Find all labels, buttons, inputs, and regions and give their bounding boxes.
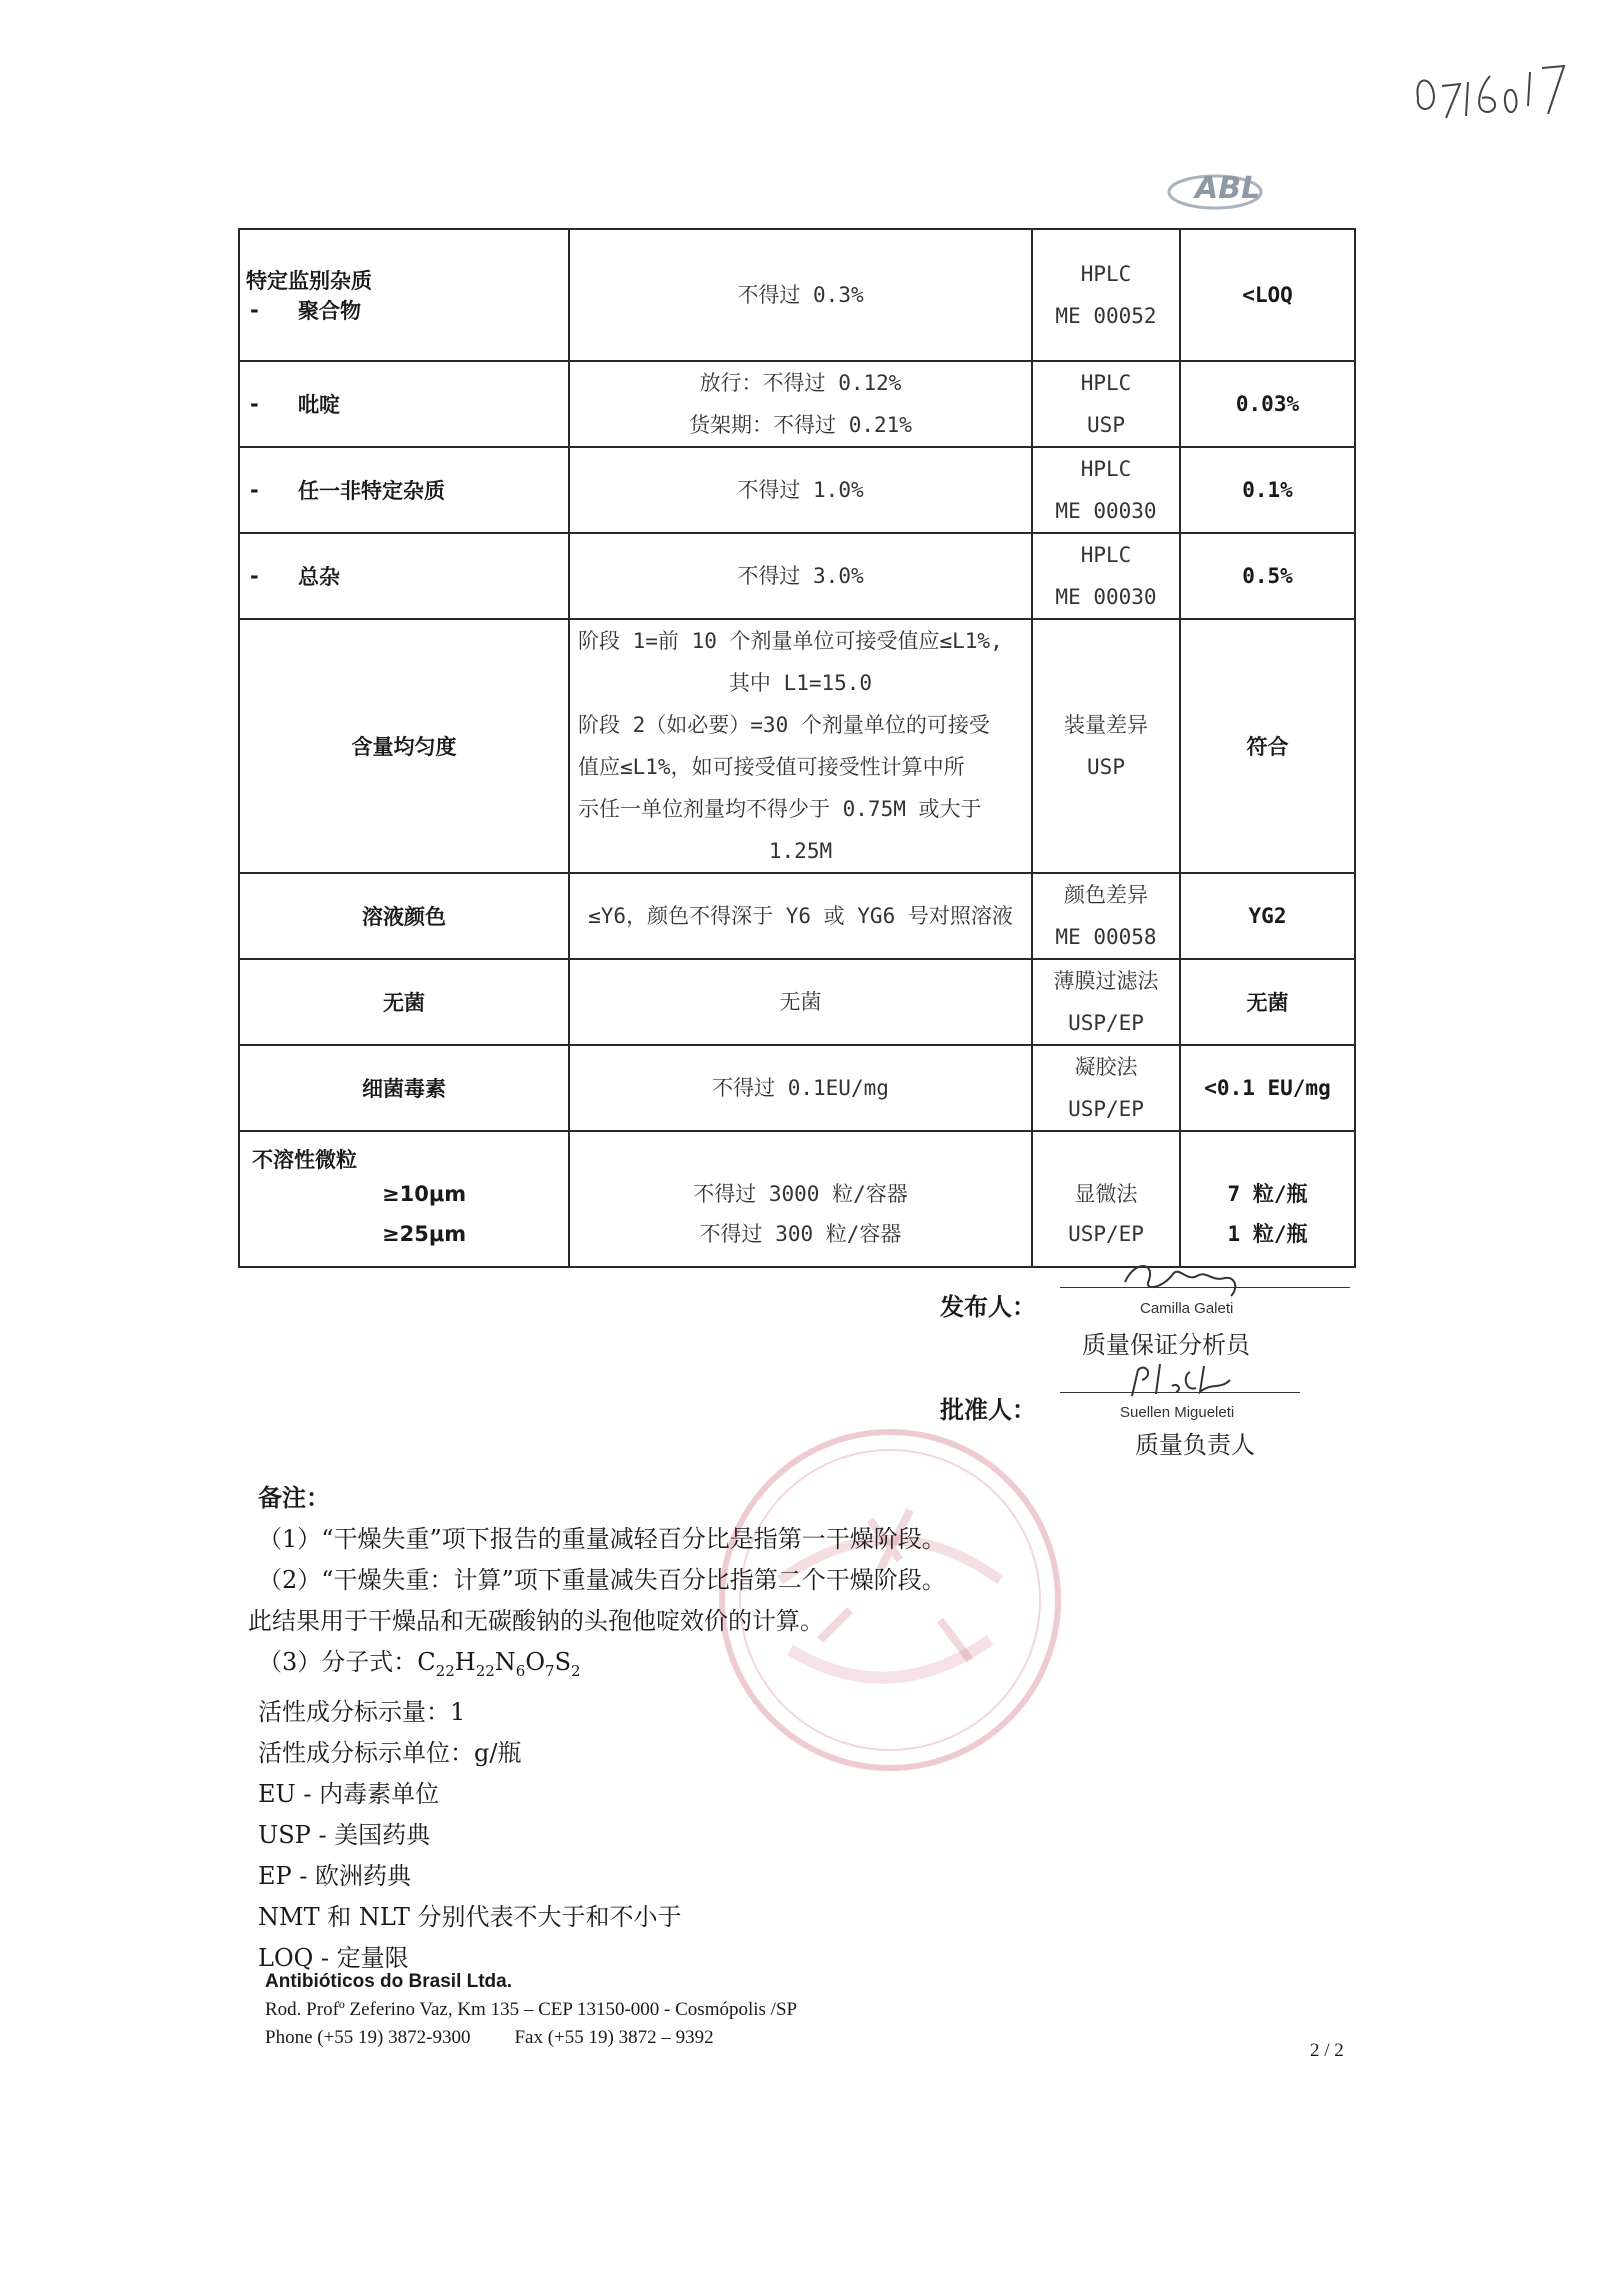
- method-cell: [1032, 533, 1180, 619]
- method-line: USP/EP: [1068, 1222, 1144, 1246]
- method-line: HPLC: [1080, 371, 1132, 395]
- page-number: 2 / 2: [1310, 2040, 1344, 2061]
- method-line: USP: [1087, 755, 1125, 779]
- note-line: （2）“干燥失重：计算”项下重量减失百分比指第二个干燥阶段。: [258, 1566, 946, 1594]
- company-footer: [265, 1968, 797, 2052]
- formula-count: 22: [435, 1661, 455, 1680]
- test-name-cell: [239, 619, 569, 873]
- test-name-cell: [239, 229, 569, 361]
- method-cell: [1032, 361, 1180, 447]
- dash-marker: -: [250, 564, 259, 588]
- test-name-cell: [239, 361, 569, 447]
- spec-cell: [569, 1045, 1032, 1131]
- approver-name: Suellen Migueleti: [1120, 1404, 1235, 1421]
- spec-cell: [569, 1131, 1032, 1267]
- handwritten-reference: [1412, 46, 1572, 126]
- note-line: 活性成分标示量：1: [258, 1697, 466, 1726]
- method-line: 显微法: [1074, 1182, 1138, 1206]
- test-name: 吡啶: [298, 393, 340, 417]
- table-row: [239, 229, 1355, 361]
- test-name: 无菌: [383, 991, 425, 1015]
- method-line: HPLC: [1080, 457, 1132, 481]
- method-line: ME 00030: [1055, 499, 1157, 523]
- svg-text:ABL: ABL: [1195, 171, 1261, 206]
- spec-cell: [569, 619, 1032, 873]
- method-line: 装量差异: [1064, 713, 1148, 737]
- note-label: （3）分子式：: [258, 1648, 418, 1676]
- table-row: [239, 959, 1355, 1045]
- test-name: 溶液颜色: [362, 905, 446, 929]
- method-cell: [1032, 1131, 1180, 1267]
- result-cell: [1180, 447, 1355, 533]
- formula-element: C: [417, 1648, 436, 1676]
- method-line: 颜色差异: [1064, 883, 1148, 907]
- formula-element: O: [525, 1648, 546, 1676]
- method-cell: [1032, 229, 1180, 361]
- spec-line: 不得过 0.3%: [737, 283, 864, 307]
- issuer-label: 发布人：: [940, 1293, 1036, 1321]
- method-line: USP: [1087, 413, 1125, 437]
- test-name-cell: [239, 1045, 569, 1131]
- issuer-name: Camilla Galeti: [1140, 1300, 1234, 1317]
- dash-marker: -: [250, 392, 259, 416]
- spec-line: 值应≤L1%，如可接受值可接受性计算中所: [578, 755, 965, 779]
- test-subname: ≥25μm: [382, 1222, 467, 1246]
- test-name-cell: [239, 533, 569, 619]
- table-row: [239, 873, 1355, 959]
- test-name: 任一非特定杂质: [298, 479, 445, 503]
- spec-line: 阶段 2（如必要）=30 个剂量单位的可接受: [578, 713, 990, 737]
- method-line: USP/EP: [1068, 1097, 1144, 1121]
- formula-count: 22: [475, 1661, 495, 1680]
- result-cell: [1180, 1045, 1355, 1131]
- formula-count: 6: [515, 1661, 526, 1680]
- spec-line: 1.25M: [768, 839, 833, 863]
- table-row: [239, 447, 1355, 533]
- company-phone: Phone (+55 19) 3872-9300: [265, 2027, 471, 2048]
- spec-cell: [569, 873, 1032, 959]
- spec-line: ≤Y6，颜色不得深于 Y6 或 YG6 号对照溶液: [588, 904, 1013, 928]
- result-value: YG2: [1248, 904, 1287, 928]
- spec-line: 无菌: [779, 990, 822, 1014]
- spec-line: 示任一单位剂量均不得少于 0.75M 或大于: [578, 797, 982, 821]
- company-fax: Fax (+55 19) 3872 – 9392: [514, 2027, 714, 2048]
- result-cell: [1180, 959, 1355, 1045]
- table-row: [239, 1045, 1355, 1131]
- company-logo: [1155, 148, 1355, 228]
- issuer-signature: [1115, 1252, 1275, 1306]
- formula-element: N: [494, 1648, 516, 1676]
- method-line: HPLC: [1080, 543, 1132, 567]
- note-line: LOQ - 定量限: [258, 1943, 409, 1972]
- formula-count: 7: [545, 1661, 555, 1680]
- method-cell: [1032, 873, 1180, 959]
- method-line: ME 00030: [1055, 585, 1157, 609]
- spec-line: 不得过 300 粒/容器: [699, 1222, 902, 1246]
- method-cell: [1032, 1045, 1180, 1131]
- table-row: [239, 533, 1355, 619]
- approver-signature-line: [1060, 1392, 1300, 1393]
- test-subname: ≥10μm: [382, 1182, 467, 1206]
- method-cell: [1032, 619, 1180, 873]
- spec-line: 阶段 1=前 10 个剂量单位可接受值应≤L1%,: [578, 629, 1003, 653]
- table-row: [239, 1131, 1355, 1267]
- result-cell: [1180, 1131, 1355, 1267]
- result-value: 7 粒/瓶: [1227, 1182, 1308, 1206]
- method-line: 凝胶法: [1074, 1055, 1138, 1079]
- table-row: [239, 361, 1355, 447]
- test-name: 细菌毒素: [362, 1077, 446, 1101]
- issuer-title: 质量保证分析员: [1082, 1331, 1250, 1359]
- dash-marker: -: [250, 478, 259, 502]
- test-name-cell: [239, 447, 569, 533]
- spec-line: 不得过 1.0%: [737, 478, 864, 502]
- dash-marker: -: [250, 298, 259, 322]
- result-value: 符合: [1246, 735, 1289, 759]
- molecular-formula-line: [258, 1642, 946, 1692]
- notes-heading: 备注：: [258, 1484, 330, 1512]
- method-cell: [1032, 959, 1180, 1045]
- result-cell: [1180, 533, 1355, 619]
- formula-element: H: [454, 1648, 476, 1676]
- method-line: 薄膜过滤法: [1053, 969, 1159, 993]
- result-cell: [1180, 873, 1355, 959]
- method-line: ME 00058: [1055, 925, 1157, 949]
- note-line: 活性成分标示单位：g/瓶: [258, 1738, 522, 1767]
- spec-line: 不得过 3000 粒/容器: [693, 1182, 908, 1206]
- result-value: 0.1%: [1242, 478, 1293, 502]
- test-name: 不溶性微粒: [252, 1148, 357, 1172]
- company-name: Antibióticos do Brasil Ltda.: [265, 1971, 513, 1992]
- result-value: 无菌: [1246, 991, 1289, 1015]
- method-line: USP/EP: [1068, 1011, 1144, 1035]
- spec-cell: [569, 447, 1032, 533]
- note-line: （1）“干燥失重”项下报告的重量减轻百分比是指第一干燥阶段。: [258, 1525, 946, 1553]
- notes-section: [248, 1478, 946, 1979]
- note-line: USP - 美国药典: [258, 1820, 431, 1849]
- approver-label: 批准人：: [940, 1396, 1036, 1424]
- approver-title: 质量负责人: [1135, 1431, 1255, 1459]
- result-value: 1 粒/瓶: [1227, 1222, 1308, 1246]
- test-name: 含量均匀度: [351, 735, 457, 759]
- spec-cell: [569, 959, 1032, 1045]
- note-line: EP - 欧洲药典: [258, 1861, 412, 1890]
- company-address: Rod. Profº Zeferino Vaz, Km 135 – CEP 13150-000 - Cosmópolis /SP: [265, 1999, 798, 2020]
- note-line: EU - 内毒素单位: [258, 1779, 440, 1808]
- formula-count: 2: [571, 1661, 581, 1680]
- result-cell: [1180, 361, 1355, 447]
- spec-line: 放行：不得过 0.12%: [699, 371, 902, 395]
- test-name: 聚合物: [298, 299, 361, 323]
- spec-line: 不得过 0.1EU/mg: [712, 1076, 889, 1100]
- note-line: NMT 和 NLT 分别代表不大于和不小于: [258, 1902, 682, 1931]
- result-value: <0.1 EU/mg: [1204, 1076, 1331, 1100]
- note-line: 此结果用于干燥品和无碳酸钠的头孢他啶效价的计算。: [248, 1607, 824, 1635]
- spec-line: 其中 L1=15.0: [728, 671, 873, 695]
- issuer-signature-line: [1060, 1287, 1350, 1288]
- approver-signature: [1120, 1352, 1270, 1406]
- method-cell: [1032, 447, 1180, 533]
- method-line: ME 00052: [1055, 304, 1157, 328]
- method-line: HPLC: [1080, 262, 1132, 286]
- test-name-cell: [239, 959, 569, 1045]
- spec-line: 不得过 3.0%: [737, 564, 864, 588]
- test-name-cell: [239, 873, 569, 959]
- result-value: 0.03%: [1235, 392, 1300, 416]
- results-table: [238, 228, 1356, 1268]
- test-name-cell: [239, 1131, 569, 1267]
- result-cell: [1180, 619, 1355, 873]
- test-name-group: 特定监别杂质: [246, 269, 372, 293]
- spec-cell: [569, 361, 1032, 447]
- spec-cell: [569, 533, 1032, 619]
- spec-cell: [569, 229, 1032, 361]
- result-cell: [1180, 229, 1355, 361]
- spec-line: 货架期：不得过 0.21%: [689, 413, 912, 437]
- table-row: [239, 619, 1355, 873]
- test-name: 总杂: [298, 565, 340, 589]
- formula-element: S: [554, 1648, 572, 1676]
- result-value: <LOQ: [1242, 283, 1293, 307]
- result-value: 0.5%: [1242, 564, 1293, 588]
